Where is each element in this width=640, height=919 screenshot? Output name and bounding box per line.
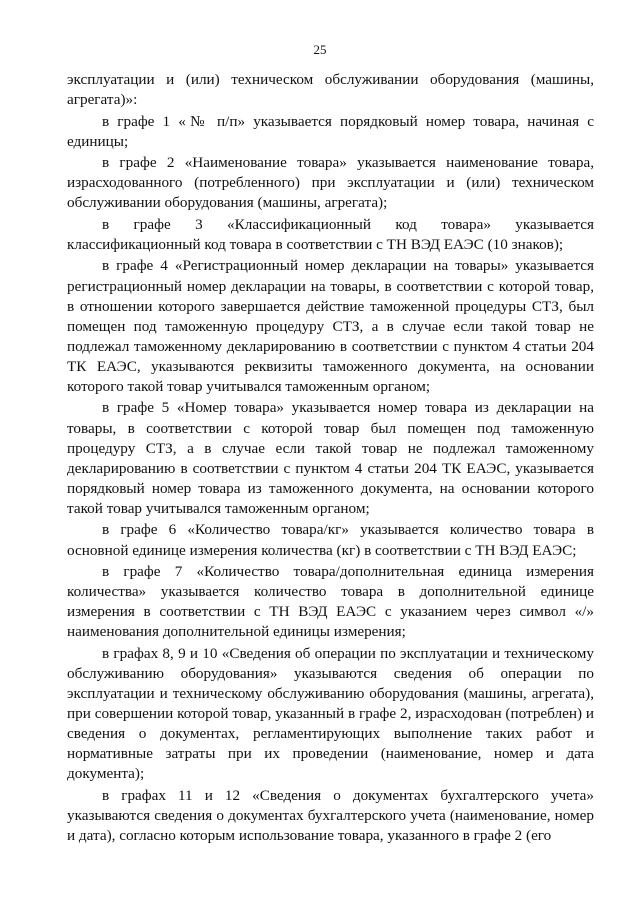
paragraph: в графах 11 и 12 «Сведения о документах бухгалтерского учета» указываются сведения о документах бухгалтерского учета (наименование, номер и дата), согласно которым использование товара, указанного в графе 2 (его bbox=[67, 786, 594, 844]
paragraph: в графе 2 «Наименование товара» указывается наименование товара, израсходованного (потребленного) при эксплуатации и (или) техническом обслуживании оборудования (машины, агрегата); bbox=[67, 154, 594, 212]
paragraph: в графе 3 «Классификационный код товара» указывается классификационный код товара в соответствии с ТН ВЭД ЕАЭС (10 знаков); bbox=[67, 215, 594, 253]
paragraph: в графах 8, 9 и 10 «Сведения об операции по эксплуатации и техническому обслуживанию оборудования» указываются сведения об операции по эксплуатации и техническому обслуживанию оборудования (машины, агрегата), при совершении которой товар, указанный в графе 2, израсходован (потреблен) и сведения о документах, регламентирующих выполнение таких работ и нормативные затраты при их проведении (наименование, номер и дата документа); bbox=[67, 644, 594, 783]
paragraph: в графе 7 «Количество товара/дополнительная единица измерения количества» указывается количество товара в дополнительной единице измерения в соответствии с ТН ВЭД ЕАЭС с указанием через символ «/» наименования дополнительной единицы измерения; bbox=[67, 562, 594, 641]
paragraph: в графе 6 «Количество товара/кг» указывается количество товара в основной единице измерения количества (кг) в соответствии с ТН ВЭД ЕАЭС; bbox=[67, 521, 594, 559]
page-number: 25 bbox=[313, 42, 327, 57]
paragraph: в графе 5 «Номер товара» указывается номер товара из декларации на товары, в соответствии с которой товар был помещен под таможенную процедуру СТЗ, а в случае если такой товар не подлежал таможенному декларированию в соответствии с пунктом 4 статьи 204 ТК ЕАЭС, указывается порядковый номер товара из таможенного документа, на основании которого такой товар учитывался таможенным органом; bbox=[67, 399, 594, 517]
paragraph: в графе 4 «Регистрационный номер декларации на товары» указывается регистрационный номер декларации на товары, в соответствии с которой товар, в отношении которого завершается действие таможенной процедуры СТЗ, был помещен под таможенную процедуру СТЗ, а в случае если такой товар не подлежал таможенному декларированию в соответствии с пунктом 4 статьи 204 ТК ЕАЭС, указываются реквизиты таможенного документа, на основании которого такой товар учитывался таможенным органом; bbox=[67, 257, 594, 395]
document-body bbox=[67, 70, 594, 847]
paragraph: в графе 1 «№ п/п» указывается порядковый номер товара, начиная с единицы; bbox=[67, 112, 594, 150]
paragraph: эксплуатации и (или) техническом обслуживании оборудования (машины, агрегата)»: bbox=[67, 71, 594, 109]
